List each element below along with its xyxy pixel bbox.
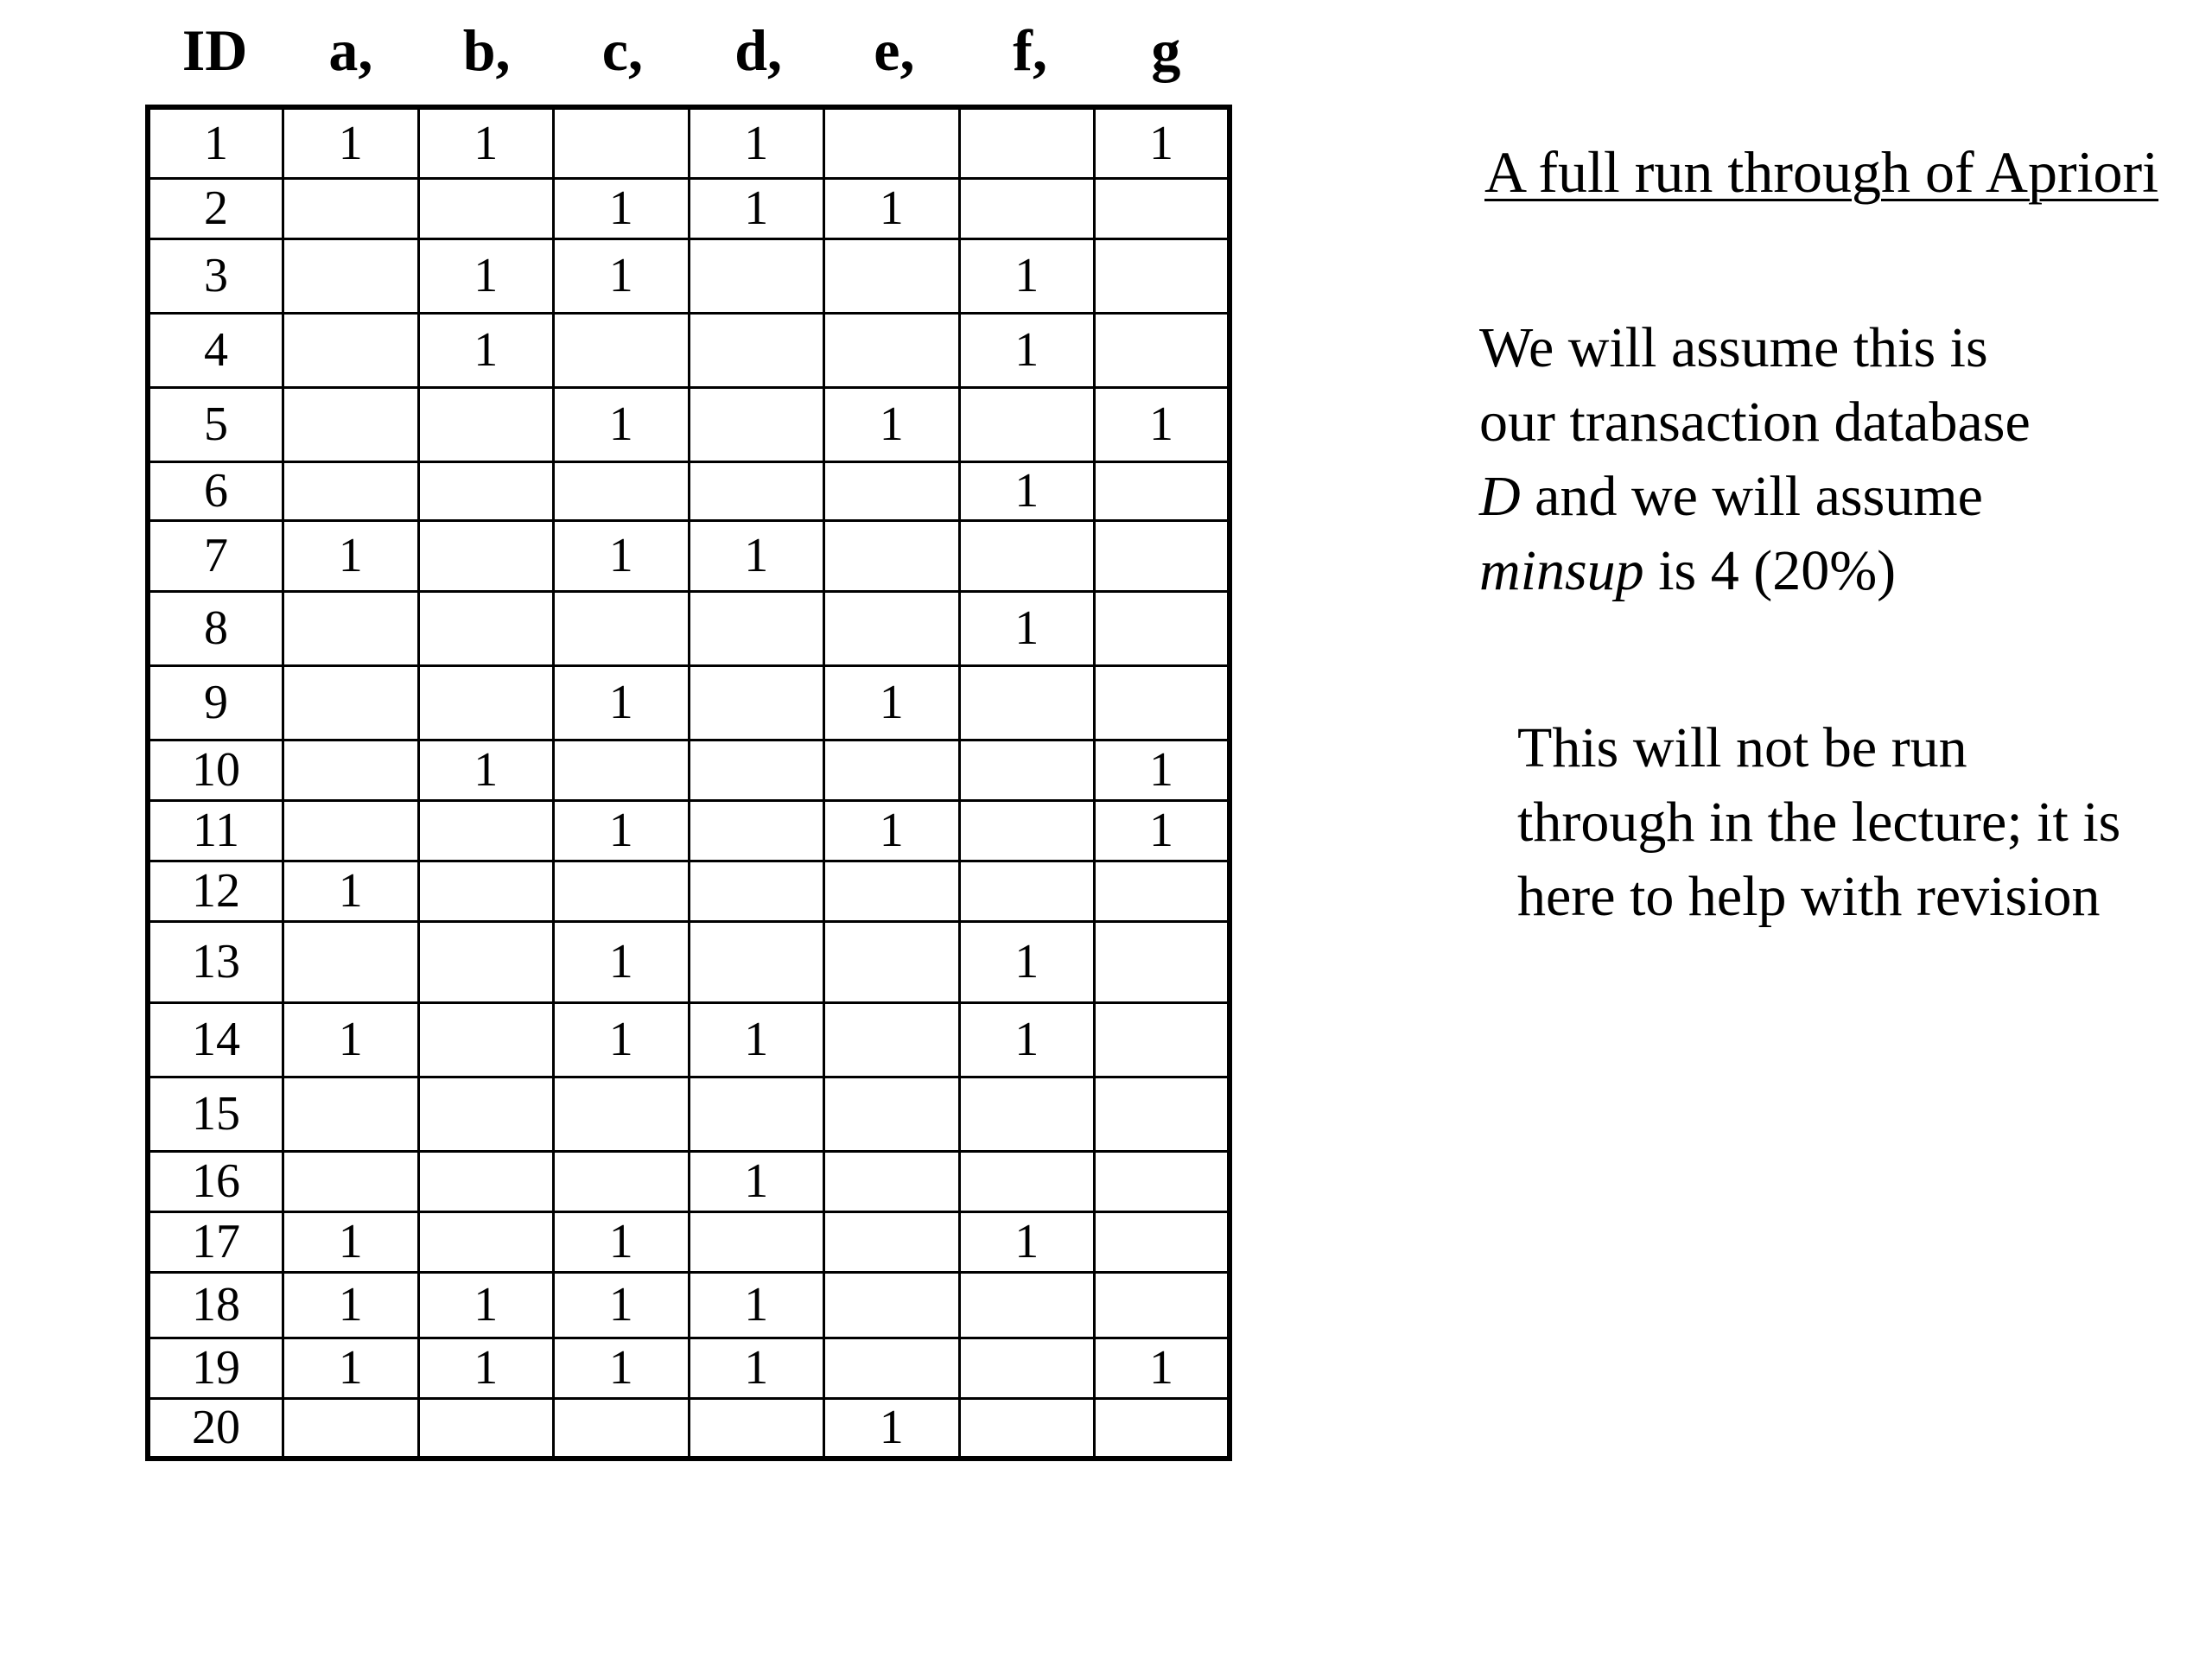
transaction-table [145, 105, 1232, 1461]
item-cell: 1 [283, 520, 419, 591]
transaction-id-cell: 17 [148, 1211, 283, 1272]
item-cell: 1 [1095, 1338, 1230, 1398]
item-cell [1095, 178, 1230, 238]
item-cell: 1 [554, 1272, 690, 1338]
item-cell [1095, 461, 1230, 520]
item-cell: 1 [554, 178, 690, 238]
item-cell [1095, 1211, 1230, 1272]
item-cell [418, 665, 554, 740]
item-cell [418, 1002, 554, 1077]
item-cell [824, 1272, 960, 1338]
item-cell [1095, 665, 1230, 740]
note-line: through in the lecture; it is [1517, 791, 2121, 854]
item-cell: 1 [1095, 800, 1230, 861]
item-cell [1095, 1077, 1230, 1151]
item-cell: 1 [824, 387, 960, 461]
table-row [148, 591, 1230, 665]
item-cell: 1 [959, 461, 1095, 520]
minsup-term: minsup [1479, 539, 1644, 602]
item-cell [554, 861, 690, 921]
item-cell: 1 [959, 591, 1095, 665]
item-cell [959, 1077, 1095, 1151]
item-cell [1095, 1002, 1230, 1077]
item-cell: 1 [283, 1272, 419, 1338]
table-row [148, 861, 1230, 921]
note-line: here to help with revision [1517, 865, 2101, 928]
item-cell: 1 [418, 1272, 554, 1338]
item-cell: 1 [418, 107, 554, 178]
item-cell [824, 238, 960, 313]
item-cell: 1 [418, 1338, 554, 1398]
item-cell [418, 1211, 554, 1272]
item-cell [689, 1077, 824, 1151]
item-cell [824, 740, 960, 800]
item-cell [418, 591, 554, 665]
item-cell [554, 1151, 690, 1211]
item-cell [418, 1398, 554, 1459]
item-cell [824, 1338, 960, 1398]
item-cell [959, 1272, 1095, 1338]
item-cell [418, 861, 554, 921]
item-cell [689, 461, 824, 520]
item-cell: 1 [554, 800, 690, 861]
item-cell [689, 740, 824, 800]
table-row [148, 520, 1230, 591]
item-cell [824, 1211, 960, 1272]
table-row [148, 1077, 1230, 1151]
item-cell [554, 1398, 690, 1459]
description-line: We will assume this is [1479, 316, 1988, 379]
item-cell [283, 1398, 419, 1459]
table-row [148, 238, 1230, 313]
item-cell [283, 591, 419, 665]
table-row [148, 800, 1230, 861]
transaction-id-cell: 4 [148, 313, 283, 387]
item-cell [283, 921, 419, 1002]
item-cell: 1 [418, 740, 554, 800]
revision-note [1517, 711, 2120, 934]
item-cell: 1 [1095, 740, 1230, 800]
table-row [148, 461, 1230, 520]
table-row [148, 1338, 1230, 1398]
item-cell [1095, 520, 1230, 591]
item-cell [824, 861, 960, 921]
item-cell [283, 461, 419, 520]
item-cell: 1 [554, 1211, 690, 1272]
item-cell [554, 740, 690, 800]
item-cell [1095, 1398, 1230, 1459]
column-header: d, [734, 17, 783, 83]
item-cell: 1 [283, 1002, 419, 1077]
item-cell [824, 461, 960, 520]
item-cell [283, 800, 419, 861]
item-cell: 1 [959, 1211, 1095, 1272]
item-cell [554, 461, 690, 520]
item-cell [824, 1077, 960, 1151]
item-cell [1095, 1151, 1230, 1211]
table-column-headers [147, 7, 1236, 93]
item-cell [959, 800, 1095, 861]
item-cell: 1 [689, 1272, 824, 1338]
item-cell [418, 520, 554, 591]
table-row [148, 921, 1230, 1002]
item-cell [959, 387, 1095, 461]
transaction-id-cell: 18 [148, 1272, 283, 1338]
transaction-id-cell: 10 [148, 740, 283, 800]
item-cell [1095, 313, 1230, 387]
slide-title: A full run through of Apriori [1484, 139, 2159, 205]
item-cell [689, 861, 824, 921]
item-cell [689, 591, 824, 665]
column-header: f, [1013, 17, 1047, 83]
item-cell: 1 [554, 520, 690, 591]
item-cell [824, 313, 960, 387]
item-cell [689, 238, 824, 313]
item-cell [689, 1398, 824, 1459]
item-cell: 1 [959, 1002, 1095, 1077]
table-row [148, 1272, 1230, 1338]
item-cell [1095, 591, 1230, 665]
item-cell: 1 [824, 800, 960, 861]
transaction-id-cell: 3 [148, 238, 283, 313]
item-cell [824, 520, 960, 591]
item-cell: 1 [554, 1002, 690, 1077]
item-cell [554, 1077, 690, 1151]
item-cell [689, 800, 824, 861]
item-cell [283, 1151, 419, 1211]
item-cell [283, 1077, 419, 1151]
item-cell: 1 [283, 1338, 419, 1398]
table-row [148, 1211, 1230, 1272]
database-symbol: D [1479, 465, 1521, 528]
item-cell: 1 [689, 1002, 824, 1077]
item-cell: 1 [554, 665, 690, 740]
item-cell: 1 [554, 387, 690, 461]
transaction-id-cell: 5 [148, 387, 283, 461]
table-row [148, 107, 1230, 178]
transaction-id-cell: 12 [148, 861, 283, 921]
item-cell [283, 387, 419, 461]
transaction-id-cell: 14 [148, 1002, 283, 1077]
item-cell: 1 [554, 1338, 690, 1398]
transaction-id-cell: 20 [148, 1398, 283, 1459]
column-header: ID [181, 17, 248, 83]
column-header: b, [462, 17, 511, 83]
item-cell [1095, 861, 1230, 921]
item-cell [824, 921, 960, 1002]
item-cell: 1 [824, 178, 960, 238]
column-header: a, [328, 17, 373, 83]
table-row [148, 665, 1230, 740]
table-row [148, 1151, 1230, 1211]
item-cell: 1 [418, 313, 554, 387]
item-cell [824, 107, 960, 178]
item-cell [283, 665, 419, 740]
item-cell [418, 800, 554, 861]
item-cell: 1 [554, 238, 690, 313]
item-cell [689, 1211, 824, 1272]
item-cell [959, 1151, 1095, 1211]
item-cell: 1 [283, 107, 419, 178]
item-cell [283, 313, 419, 387]
transaction-id-cell: 15 [148, 1077, 283, 1151]
transaction-id-cell: 13 [148, 921, 283, 1002]
item-cell [554, 591, 690, 665]
item-cell [418, 387, 554, 461]
item-cell: 1 [959, 313, 1095, 387]
transaction-id-cell: 19 [148, 1338, 283, 1398]
item-cell [689, 665, 824, 740]
transaction-id-cell: 6 [148, 461, 283, 520]
item-cell [959, 861, 1095, 921]
transaction-id-cell: 9 [148, 665, 283, 740]
item-cell [959, 740, 1095, 800]
transaction-id-cell: 16 [148, 1151, 283, 1211]
item-cell: 1 [824, 1398, 960, 1459]
item-cell [824, 591, 960, 665]
transaction-id-cell: 1 [148, 107, 283, 178]
item-cell: 1 [689, 107, 824, 178]
table-row [148, 740, 1230, 800]
note-line: This will not be run [1517, 716, 1967, 779]
item-cell: 1 [689, 178, 824, 238]
description-line: minsup is 4 (20%) [1479, 539, 1897, 602]
item-cell: 1 [689, 520, 824, 591]
description-line: our transaction database [1479, 391, 2031, 454]
item-cell [1095, 921, 1230, 1002]
item-cell [959, 107, 1095, 178]
item-cell [959, 178, 1095, 238]
item-cell [959, 1398, 1095, 1459]
item-cell [418, 1077, 554, 1151]
item-cell: 1 [1095, 107, 1230, 178]
item-cell [418, 178, 554, 238]
item-cell: 1 [959, 921, 1095, 1002]
item-cell [689, 921, 824, 1002]
item-cell: 1 [959, 238, 1095, 313]
table-row [148, 1002, 1230, 1077]
item-cell [959, 520, 1095, 591]
item-cell [959, 1338, 1095, 1398]
item-cell [1095, 238, 1230, 313]
column-header: g [1151, 17, 1181, 83]
item-cell [959, 665, 1095, 740]
table-row [148, 1398, 1230, 1459]
item-cell [418, 1151, 554, 1211]
table-row [148, 387, 1230, 461]
item-cell: 1 [689, 1151, 824, 1211]
item-cell [1095, 1272, 1230, 1338]
column-header: e, [874, 17, 915, 83]
transaction-id-cell: 8 [148, 591, 283, 665]
transaction-id-cell: 11 [148, 800, 283, 861]
item-cell [418, 461, 554, 520]
transaction-id-cell: 2 [148, 178, 283, 238]
item-cell: 1 [689, 1338, 824, 1398]
item-cell [824, 1002, 960, 1077]
item-cell [283, 178, 419, 238]
item-cell: 1 [283, 861, 419, 921]
description-paragraph [1479, 311, 2031, 608]
item-cell: 1 [1095, 387, 1230, 461]
item-cell [689, 313, 824, 387]
description-line: D and we will assume [1479, 465, 1983, 528]
item-cell [554, 313, 690, 387]
item-cell: 1 [824, 665, 960, 740]
item-cell [283, 238, 419, 313]
table-row [148, 178, 1230, 238]
item-cell [554, 107, 690, 178]
item-cell [418, 921, 554, 1002]
item-cell: 1 [554, 921, 690, 1002]
item-cell: 1 [283, 1211, 419, 1272]
transaction-id-cell: 7 [148, 520, 283, 591]
column-header: c, [601, 17, 643, 83]
item-cell [824, 1151, 960, 1211]
item-cell [283, 740, 419, 800]
item-cell: 1 [418, 238, 554, 313]
transaction-table-wrapper [145, 105, 1232, 1461]
item-cell [689, 387, 824, 461]
table-row [148, 313, 1230, 387]
